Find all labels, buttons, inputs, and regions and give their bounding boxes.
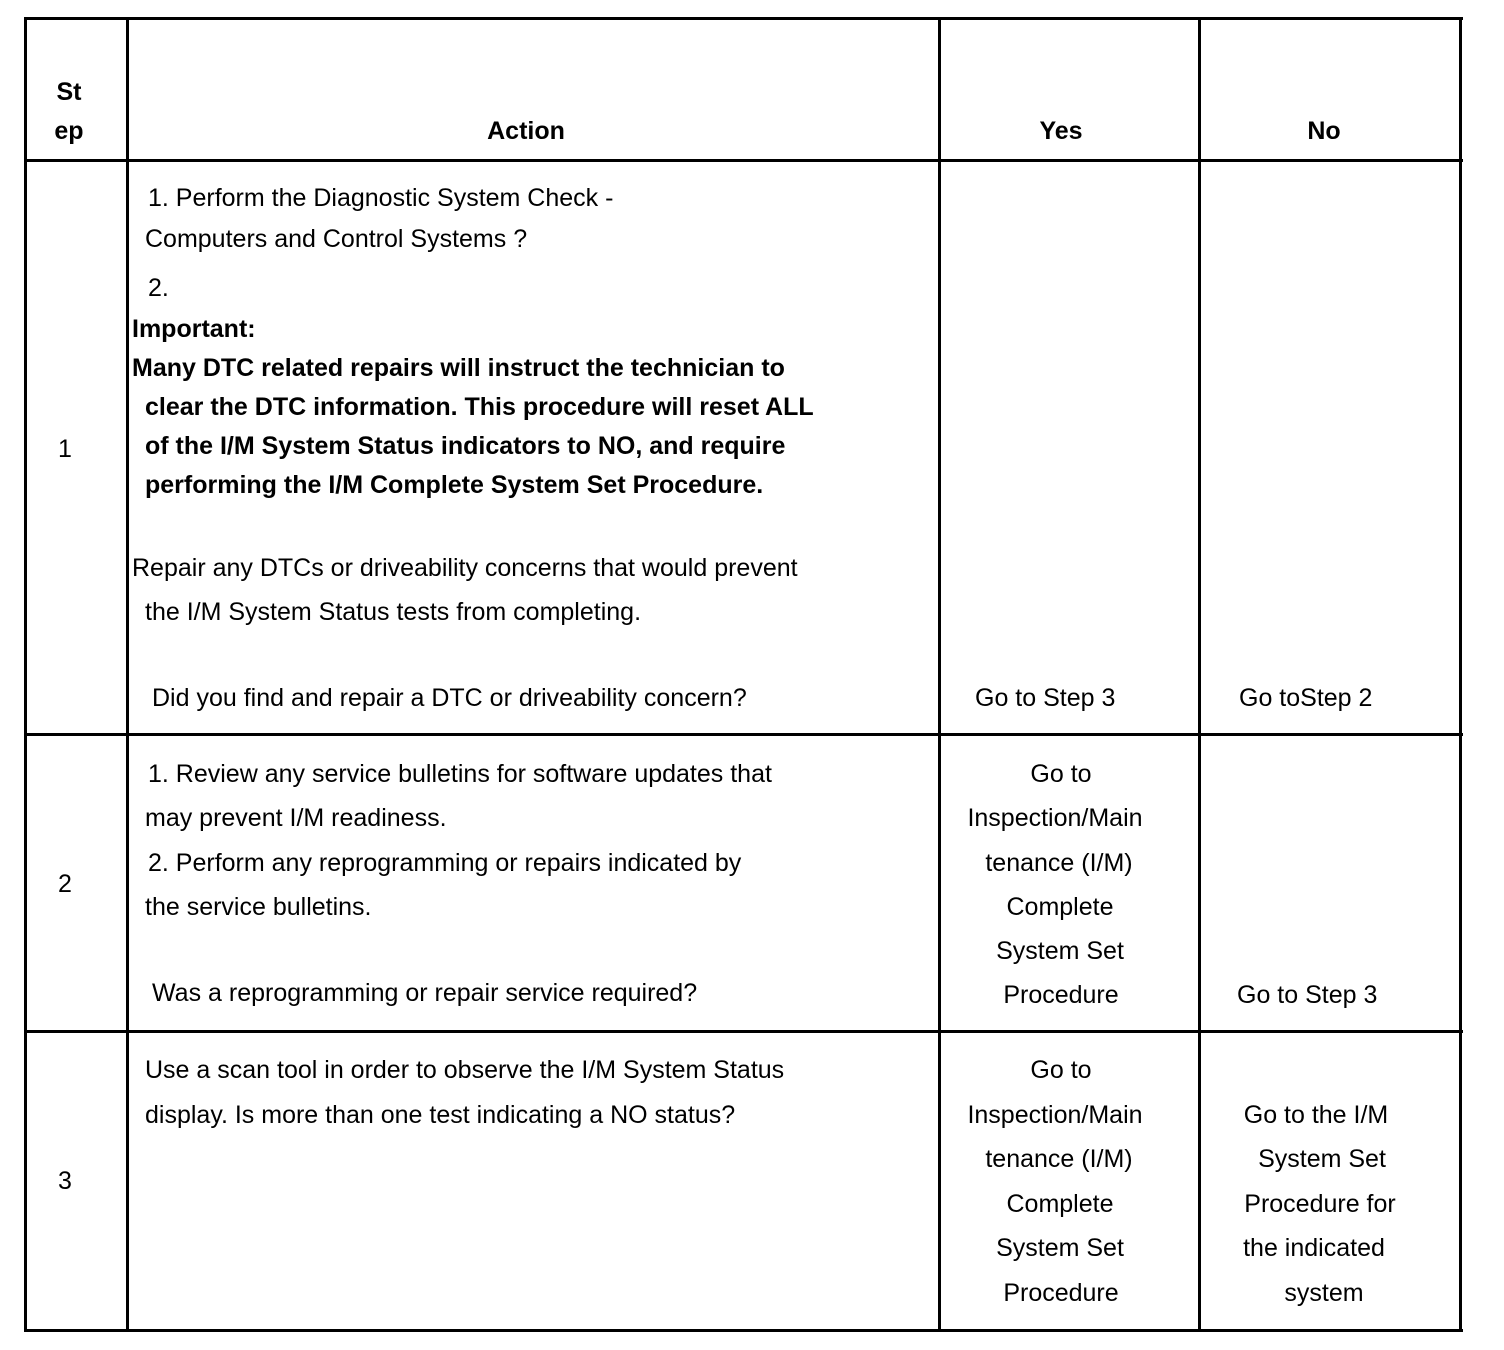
yes-result: System Set <box>996 937 1124 965</box>
header-yes: Yes <box>1039 117 1083 145</box>
step-number: 3 <box>58 1167 72 1195</box>
no-result: Go to the I/M <box>1243 1101 1389 1129</box>
header-no: No <box>1307 117 1341 145</box>
action-line: the service bulletins. <box>145 893 372 921</box>
action-line: may prevent I/M readiness. <box>145 804 447 832</box>
action-line: Use a scan tool in order to observe the I/M System Status <box>145 1056 785 1084</box>
action-line: the I/M System Status tests from completing. <box>145 598 642 626</box>
yes-result: Inspection/Main <box>967 804 1143 832</box>
action-line: display. Is more than one test indicating a NO status? <box>145 1101 736 1129</box>
yes-result: Procedure <box>1003 981 1119 1009</box>
yes-result: Inspection/Main <box>967 1101 1143 1129</box>
divider <box>25 1329 1463 1332</box>
header-step: ep <box>54 117 84 145</box>
important-text: performing the I/M Complete System Set Procedure. <box>145 471 764 499</box>
divider <box>25 17 1463 20</box>
no-result: Go toStep 2 <box>1239 684 1373 712</box>
important-label: Important: <box>132 315 256 343</box>
divider <box>126 17 129 1332</box>
step-number: 1 <box>58 435 72 463</box>
divider <box>1459 17 1462 1332</box>
action-line: Computers and Control Systems ? <box>145 225 528 253</box>
divider <box>938 17 941 1332</box>
no-result: System Set <box>1258 1145 1386 1173</box>
important-text: Many DTC related repairs will instruct the technician to <box>132 354 785 382</box>
important-text: clear the DTC information. This procedure will reset ALL <box>145 393 814 421</box>
divider <box>25 1030 1463 1033</box>
yes-result: Procedure <box>1003 1279 1119 1307</box>
divider <box>24 17 27 1332</box>
yes-result: Complete <box>1006 893 1114 921</box>
yes-result: Go to <box>1030 1056 1092 1084</box>
action-line: 2. Perform any reprogramming or repairs indicated by <box>148 849 742 877</box>
yes-result: tenance (I/M) <box>985 849 1133 877</box>
no-result: system <box>1284 1279 1364 1307</box>
header-action: Action <box>487 117 565 145</box>
no-result: the indicated <box>1243 1234 1385 1262</box>
no-result: Procedure for <box>1244 1190 1396 1218</box>
step-number: 2 <box>58 870 72 898</box>
yes-result: Complete <box>1006 1190 1114 1218</box>
yes-result: tenance (I/M) <box>985 1145 1133 1173</box>
action-line: 1. Review any service bulletins for software updates that <box>148 760 772 788</box>
action-line: 2. <box>148 274 169 302</box>
important-text: of the I/M System Status indicators to NO, and require <box>145 432 786 460</box>
yes-result: Go to <box>1030 760 1092 788</box>
yes-result: Go to Step 3 <box>975 684 1116 712</box>
no-result: Go to Step 3 <box>1237 981 1378 1009</box>
action-question: Was a reprogramming or repair service required? <box>152 979 698 1007</box>
divider <box>25 733 1463 736</box>
action-line: 1. Perform the Diagnostic System Check - <box>148 184 614 212</box>
action-line: Repair any DTCs or driveability concerns that would prevent <box>132 554 798 582</box>
yes-result: System Set <box>996 1234 1124 1262</box>
divider <box>25 159 1463 162</box>
divider <box>1198 17 1201 1332</box>
header-step: St <box>56 78 82 106</box>
action-question: Did you find and repair a DTC or driveability concern? <box>152 684 747 712</box>
